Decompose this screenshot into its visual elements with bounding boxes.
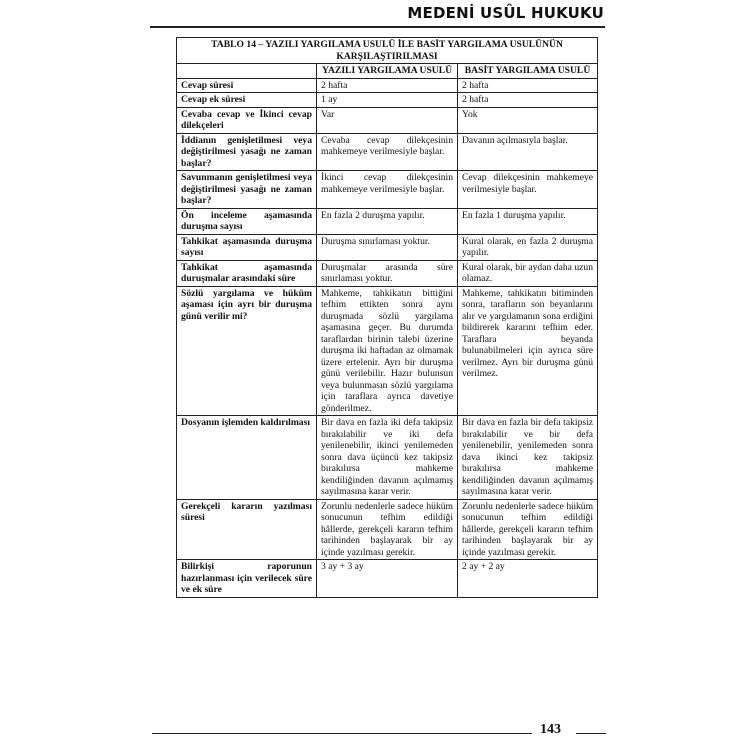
simple-procedure-cell: 2 hafta xyxy=(458,78,598,93)
row-label: Tahkikat aşamasında duruşma sayısı xyxy=(177,234,317,260)
table-row xyxy=(177,560,598,598)
written-procedure-cell: Mahkeme, tahkikatın bittiğini tefhim ettikten sonra aynı duruşmada sözlü yargılama aşamasına geçer. Bu durumda taraflardan birinin talebi üzerine duruşma iki haftadan az olmamak üzere ertelenir. Ayrı bir duruşma günü verilebilir. Hazır bulunsun veya bulunmasın sözlü yargılama için taraflara ayrıca davetiye gönderilmez. xyxy=(317,286,458,416)
table-row xyxy=(177,171,598,209)
written-procedure-cell: İkinci cevap dilekçesinin mahkemeye verilmesiyle başlar. xyxy=(317,171,458,209)
row-label: Sözlü yargılama ve hüküm aşaması için ayrı bir duruşma günü verilir mi? xyxy=(177,286,317,416)
table-row xyxy=(177,78,598,93)
written-procedure-cell: Bir dava en fazla iki defa takipsiz bırakılabilir ve iki defa yenilenebilir, ikinci yenilemeden sonra dava üçüncü kez takipsiz bırakılırsa mahkeme kendiliğinden davanın açılmamış sayılmasına karar verir. xyxy=(317,416,458,500)
written-procedure-cell: 1 ay xyxy=(317,93,458,108)
row-label: Gerekçeli kararın yazılması süresi xyxy=(177,499,317,560)
table-row xyxy=(177,107,598,133)
row-label: Cevap ek süresi xyxy=(177,93,317,108)
written-procedure-cell: 3 ay + 3 ay xyxy=(317,560,458,598)
table-row xyxy=(177,260,598,286)
table-row xyxy=(177,286,598,416)
row-label: Bilirkişi raporunun hazırlanması için verilecek süre ve ek süre xyxy=(177,560,317,598)
simple-procedure-cell: Kural olarak, en fazla 2 duruşma yapılır. xyxy=(458,234,598,260)
simple-procedure-cell: Kural olarak, bir aydan daha uzun olamaz. xyxy=(458,260,598,286)
footer-rule-right xyxy=(576,733,606,734)
written-procedure-cell: Cevaba cevap dilekçesinin mahkemeye verilmesiyle başlar. xyxy=(317,133,458,171)
row-label: Dosyanın işlemden kaldırılması xyxy=(177,416,317,500)
written-procedure-cell: Duruşmalar arasında süre sınırlaması yoktur. xyxy=(317,260,458,286)
comparison-table xyxy=(176,37,598,598)
simple-procedure-cell: Mahkeme, tahkikatın bitiminden sonra, tarafların son beyanlarını alır ve yargılamanın sona erdiğini bildirerek kararını tefhim eder. Taraflara beyanda bulunabilmeleri için ayrıca süre verilmez. Ayrı bir duruşma günü verilmez. xyxy=(458,286,598,416)
running-head-title: MEDENİ USÛL HUKUKU xyxy=(407,4,604,22)
simple-procedure-cell: Cevap dilekçesinin mahkemeye verilmesiyle başlar. xyxy=(458,171,598,209)
simple-procedure-cell: Zorunlu nedenlerle sadece hüküm sonucunun tefhim edildiği hâllerde, gerekçeli kararın tefhim tarihinden başlayarak bir ay içinde yazılması gerekir. xyxy=(458,499,598,560)
table-row xyxy=(177,416,598,500)
footer-rule-left xyxy=(152,733,532,734)
column-header-written-procedure: YAZILI YARGILAMA USULÜ xyxy=(317,64,458,79)
row-label: Cevaba cevap ve İkinci cevap dilekçeleri xyxy=(177,107,317,133)
simple-procedure-cell: 2 hafta xyxy=(458,93,598,108)
written-procedure-cell: En fazla 2 duruşma yapılır. xyxy=(317,208,458,234)
written-procedure-cell: Zorunlu nedenlerle sadece hüküm sonucunun tefhim edildiği hâllerde, gerekçeli kararın tefhim tarihinden başlayarak bir ay içinde yazılması gerekir. xyxy=(317,499,458,560)
row-label: Tahkikat aşamasında duruşmalar arasındaki süre xyxy=(177,260,317,286)
row-label: Cevap süresi xyxy=(177,78,317,93)
written-procedure-cell: Var xyxy=(317,107,458,133)
column-header-simple-procedure: BASİT YARGILAMA USULÜ xyxy=(458,64,598,79)
written-procedure-cell: 2 hafta xyxy=(317,78,458,93)
column-header-empty xyxy=(177,64,317,79)
simple-procedure-cell: Bir dava en fazla bir defa takipsiz bırakılabilir ve bir defa yenilenebilir, yenilemeden sonra dava ikinci kez takipsiz bırakılırsa mahkeme kendiliğinden davanın açılmamış sayılmasına karar verir. xyxy=(458,416,598,500)
table-row xyxy=(177,93,598,108)
row-label: Savunmanın genişletilmesi veya değiştirilmesi yasağı ne zaman başlar? xyxy=(177,171,317,209)
simple-procedure-cell: 2 ay + 2 ay xyxy=(458,560,598,598)
table-caption: TABLO 14 – YAZILI YARGILAMA USULÜ İLE BASİT YARGILAMA USULÜNÜN KARŞILAŞTIRILMASI xyxy=(177,38,598,64)
simple-procedure-cell: En fazla 1 duruşma yapılır. xyxy=(458,208,598,234)
table-caption-row xyxy=(177,38,598,64)
row-label: İddianın genişletilmesi veya değiştirilmesi yasağı ne zaman başlar? xyxy=(177,133,317,171)
table-header-row xyxy=(177,64,598,79)
table-row xyxy=(177,499,598,560)
page-number: 143 xyxy=(540,722,561,737)
simple-procedure-cell: Yok xyxy=(458,107,598,133)
table-row xyxy=(177,133,598,171)
row-label: Ön inceleme aşamasında duruşma sayısı xyxy=(177,208,317,234)
header-rule xyxy=(150,26,605,28)
table-row xyxy=(177,234,598,260)
written-procedure-cell: Duruşma sınırlaması yoktur. xyxy=(317,234,458,260)
table-row xyxy=(177,208,598,234)
simple-procedure-cell: Davanın açılmasıyla başlar. xyxy=(458,133,598,171)
